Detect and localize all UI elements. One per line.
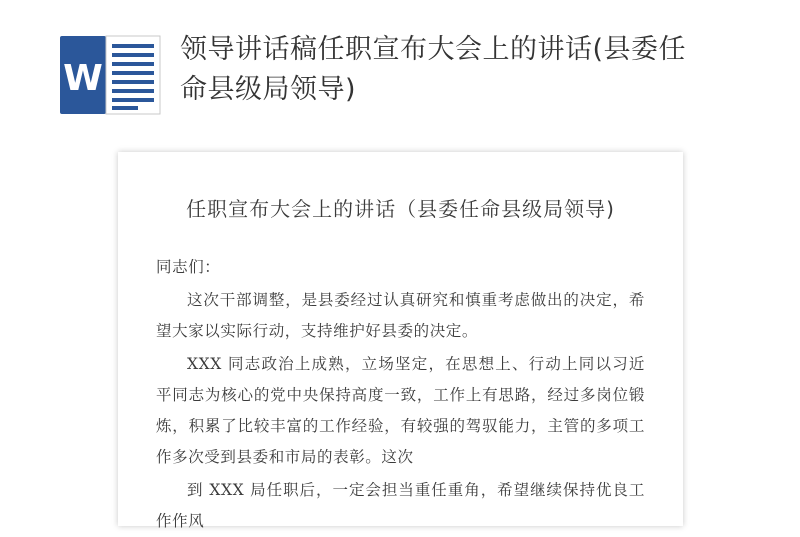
word-document-icon <box>60 36 160 114</box>
page-title: 领导讲话稿任职宣布大会上的讲话(县委任命县级局领导) <box>180 34 687 105</box>
document-heading: 任职宣布大会上的讲话（县委任命县级局领导) <box>186 197 615 221</box>
title-block <box>180 30 710 110</box>
document-header <box>0 0 800 140</box>
document-preview-sheet <box>118 152 683 530</box>
document-paragraph-3: XXX 同志政治上成熟，立场坚定，在思想上、行动上同以习近平同志为核心的党中央保持高度一致，工作上有思路，经过多岗位锻炼，积累了比较丰富的工作经验，有较强的驾驭能力，主管的多项工作多次受到县委和市局的表彰。这次 <box>156 355 645 466</box>
document-paragraph-1: 同志们： <box>156 258 221 276</box>
document-paragraph-4: 到 XXX 局任职后，一定会担当重任重角，希望继续保持优良工作作风 <box>156 481 645 530</box>
svg-text:W: W <box>63 58 103 99</box>
document-paragraph-2: 这次干部调整，是县委经过认真研究和慎重考虑做出的决定，希望大家以实际行动，支持维护好县委的决定。 <box>156 291 645 340</box>
